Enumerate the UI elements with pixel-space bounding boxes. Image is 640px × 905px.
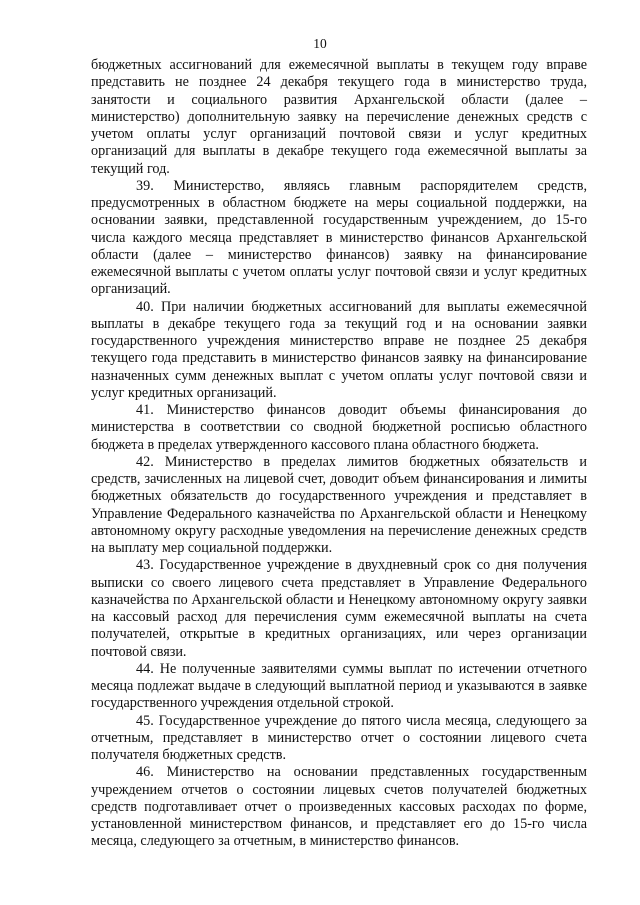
paragraph-item-45: 45. Государственное учреждение до пятого числа месяца, следующего за отчетным, представляет в министерство отчет о состоянии лицевого счета получателя бюджетных средств.	[91, 712, 587, 763]
paragraph-item-39: 39. Министерство, являясь главным распорядителем средств, предусмотренных в областном бюджете на меры социальной поддержки, на основании заявки, представленной государственным учреждением, до 15-го числа каждого месяца представляет в министерство финансов Архангельской области (далее – министерство финансов) заявку на финансирование ежемесячной выплаты с учетом оплаты услуг почтовой связи и услуг кредитных организаций.	[91, 177, 587, 298]
paragraph-item-40: 40. При наличии бюджетных ассигнований для выплаты ежемесячной выплаты в декабре текущего года за текущий год и на основании заявки государственного учреждения министерство вправе не позднее 25 декабря текущего года представить в министерство финансов заявку на финансирование назначенных сумм денежных выплат с учетом оплаты услуг почтовой связи и услуг кредитных организаций.	[91, 298, 587, 401]
paragraph-item-42: 42. Министерство в пределах лимитов бюджетных обязательств и средств, зачисленных на лицевой счет, доводит объем финансирования и лимиты бюджетных обязательств до государственного учреждения и представляет в Управление Федерального казначейства по Архангельской области и Ненецкому автономному округу расходные уведомления на перечисление денежных средств на выплату мер социальной поддержки.	[91, 453, 587, 556]
paragraph-item-44: 44. Не полученные заявителями суммы выплат по истечении отчетного месяца подлежат выдаче в следующий выплатной период и указываются в заявке государственного учреждения отдельной строкой.	[91, 660, 587, 712]
paragraph-item-43: 43. Государственное учреждение в двухдневный срок со дня получения выписки со своего лицевого счета представляет в Управление Федерального казначейства по Архангельской области и Ненецкому автономному округу заявки на кассовый расход для перечисления сумм ежемесячной выплаты на счета получателей, открытые в кредитных организациях, или через организации почтовой связи.	[91, 557, 587, 660]
paragraph-item-41: 41. Министерство финансов доводит объемы финансирования до министерства в соответствии со сводной бюджетной росписью областного бюджета в пределах утвержденного кассового плана областного бюджета.	[91, 402, 587, 453]
page-number: 10	[313, 36, 327, 51]
document-body	[91, 57, 587, 851]
paragraph-item-46: 46. Министерство на основании представленных государственным учреждением отчетов о состоянии лицевых счетов получателей бюджетных средств подготавливает отчет о произведенных кассовых расходах по форме, установленной министерством финансов, и представляет его до 15-го числа месяца, следующего за отчетным, в министерство финансов.	[91, 764, 587, 850]
paragraph-continuation: бюджетных ассигнований для ежемесячной выплаты в текущем году вправе представить не позднее 24 декабря текущего года в министерство труда, занятости и социального развития Архангельской области (далее – министерство) дополнительную заявку на перечисление денежных средств с учетом оплаты услуг организаций почтовой связи и услуг кредитных организаций для выплаты в декабре текущего года ежемесячной выплаты за текущий год.	[91, 57, 587, 177]
